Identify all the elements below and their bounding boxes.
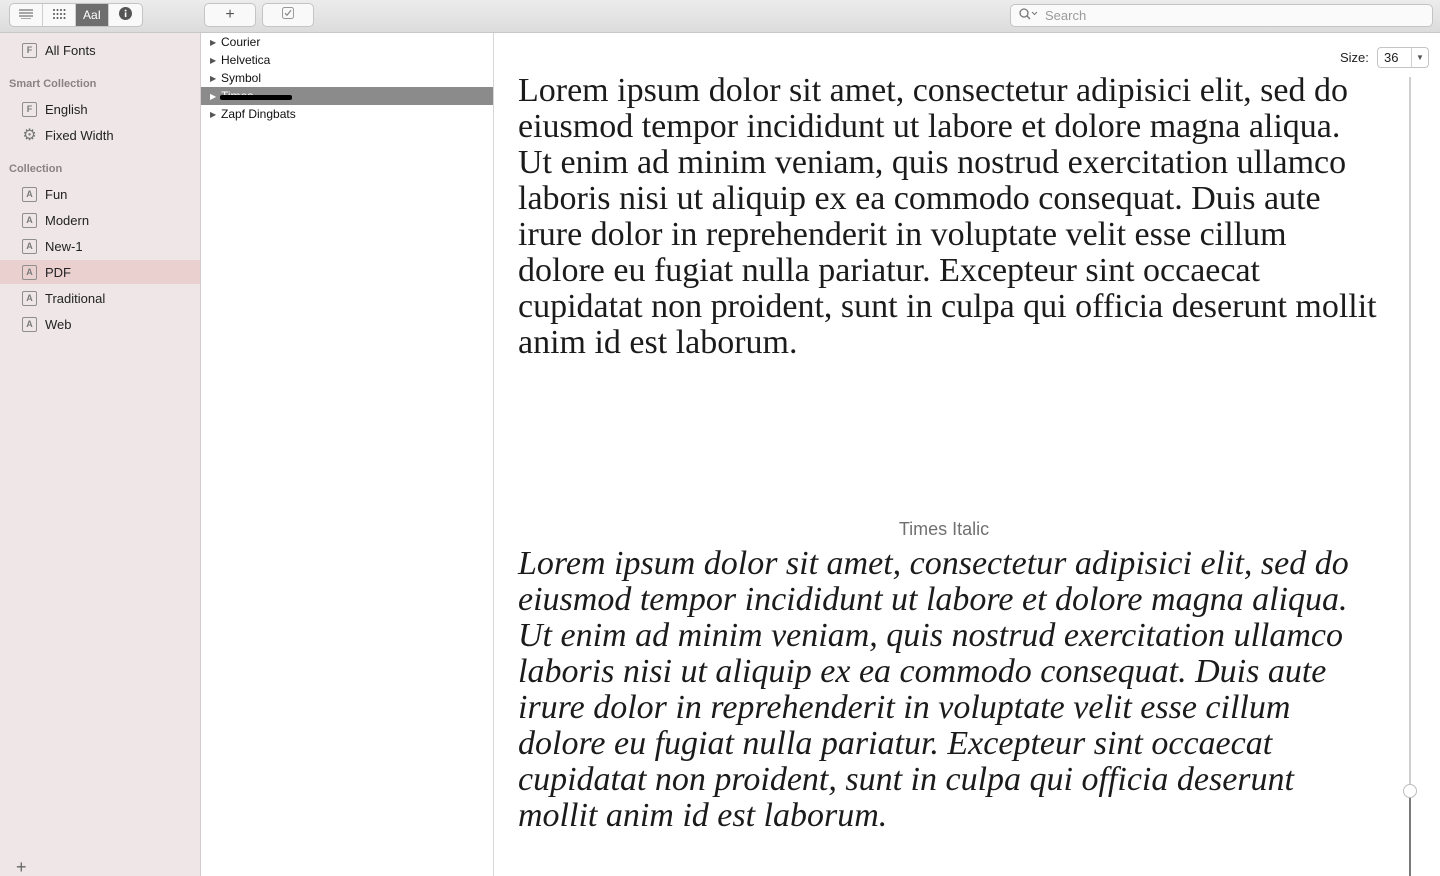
grid-dots-icon xyxy=(52,8,66,23)
italic-sample-text: Lorem ipsum dolor sit amet, consectetur adipisici elit, sed do eiusmod tempor incididunt ut labore et dolore magna aliqua. Ut enim ad minim veniam, quis nostrud exercitation ullamco laboris nisi ut aliquip ex ea commodo consequat. Duis aute irure dolor in reprehenderit in voluptate velit esse cillum dolore eu fugiat nulla pariatur. Excepteur sint occaecat cupidatat non proident, sunt in culpa qui officia deserunt mollit anim id est laborum. xyxy=(518,545,1349,834)
font-library-icon: A xyxy=(22,317,37,332)
font-family-list xyxy=(201,33,494,876)
font-library-icon: A xyxy=(22,187,37,202)
sidebar-item-label: Fun xyxy=(45,186,68,202)
font-family-name: Courier xyxy=(221,35,261,49)
add-collection-button[interactable]: + xyxy=(16,857,27,876)
disclosure-triangle-icon[interactable]: ▶ xyxy=(210,109,217,119)
sidebar-item-all-fonts[interactable] xyxy=(0,38,200,62)
chevron-down-icon[interactable]: ▼ xyxy=(1411,48,1428,67)
sample-text-icon: AaI xyxy=(82,8,101,22)
font-library-icon: A xyxy=(22,213,37,228)
sidebar-item-label: Fixed Width xyxy=(45,127,114,143)
size-slider-knob[interactable] xyxy=(1403,784,1417,798)
font-collection-icon: F xyxy=(22,102,37,117)
collection-heading: Collection xyxy=(9,163,63,175)
sidebar-item-web[interactable] xyxy=(0,312,200,336)
grid-view-button[interactable] xyxy=(43,4,76,26)
sidebar-item-label: New-1 xyxy=(45,238,83,254)
add-font-button[interactable] xyxy=(204,3,256,27)
list-lines-icon xyxy=(19,8,33,22)
list-view-button[interactable] xyxy=(10,4,43,26)
size-value[interactable]: 36 xyxy=(1384,50,1399,65)
search-field[interactable] xyxy=(1010,4,1433,27)
typeface-name-label: Times Italic xyxy=(898,519,990,539)
font-library-icon: A xyxy=(22,291,37,306)
redaction-mark xyxy=(220,95,292,100)
size-label: Size: xyxy=(1340,50,1369,65)
sidebar-item-label: Modern xyxy=(45,212,90,228)
sidebar-item-label: Traditional xyxy=(45,290,106,306)
sidebar-item-label: Web xyxy=(45,316,72,332)
info-view-button[interactable] xyxy=(109,4,142,26)
font-row-helvetica[interactable] xyxy=(201,51,493,69)
sidebar-item-traditional[interactable] xyxy=(0,286,200,310)
gear-icon: ⚙ xyxy=(22,126,37,144)
disclosure-triangle-icon[interactable]: ▶ xyxy=(210,55,217,65)
sidebar xyxy=(0,33,201,876)
disclosure-triangle-icon[interactable]: ▶ xyxy=(210,37,217,47)
font-family-name: Helvetica xyxy=(221,53,271,67)
sidebar-item-fun[interactable] xyxy=(0,182,200,206)
font-collection-icon: F xyxy=(22,43,37,58)
view-mode-segmented-control xyxy=(9,3,143,27)
font-family-name: Zapf Dingbats xyxy=(221,107,296,121)
validate-font-button[interactable] xyxy=(262,3,314,27)
search-input[interactable] xyxy=(1045,8,1425,23)
size-slider-track[interactable] xyxy=(1409,77,1411,876)
font-row-symbol[interactable] xyxy=(201,69,493,87)
sidebar-item-fixed-width[interactable] xyxy=(0,123,200,147)
sidebar-item-label: All Fonts xyxy=(45,42,96,58)
font-row-zapf-dingbats[interactable] xyxy=(201,105,493,123)
font-preview-pane xyxy=(494,33,1440,876)
checkbox-check-icon xyxy=(282,6,294,24)
size-combobox[interactable] xyxy=(1377,47,1429,68)
search-icon xyxy=(1019,7,1039,25)
sidebar-item-english[interactable] xyxy=(0,97,200,121)
font-row-courier[interactable] xyxy=(201,33,493,51)
sidebar-item-pdf[interactable] xyxy=(0,260,200,284)
regular-sample-text: Lorem ipsum dolor sit amet, consectetur adipisici elit, sed do eiusmod tempor incididunt ut labore et dolore magna aliqua. Ut enim ad minim veniam, quis nostrud exercitation ullamco laboris nisi ut aliquip ex ea commodo consequat. Duis aute irure dolor in reprehenderit in voluptate velit esse cillum dolore eu fugiat nulla pariatur. Excepteur sint occaecat cupidatat non proident, sunt in culpa qui officia deserunt mollit anim id est laborum. xyxy=(518,72,1377,361)
smart-collection-heading: Smart Collection xyxy=(9,78,97,90)
font-family-name: Symbol xyxy=(221,71,262,85)
toolbar xyxy=(0,0,1440,33)
disclosure-triangle-icon[interactable]: ▶ xyxy=(210,73,217,83)
plus-icon: + xyxy=(225,6,235,23)
size-slider-fill xyxy=(1409,798,1411,876)
font-row-times[interactable] xyxy=(201,87,493,105)
font-library-icon: A xyxy=(22,265,37,280)
sample-view-button[interactable] xyxy=(76,4,109,26)
info-icon xyxy=(119,7,132,23)
sidebar-item-modern[interactable] xyxy=(0,208,200,232)
sidebar-item-label: PDF xyxy=(45,264,71,280)
sidebar-item-new-1[interactable] xyxy=(0,234,200,258)
font-library-icon: A xyxy=(22,239,37,254)
disclosure-triangle-icon[interactable]: ▶ xyxy=(210,91,217,101)
sidebar-item-label: English xyxy=(45,101,88,117)
